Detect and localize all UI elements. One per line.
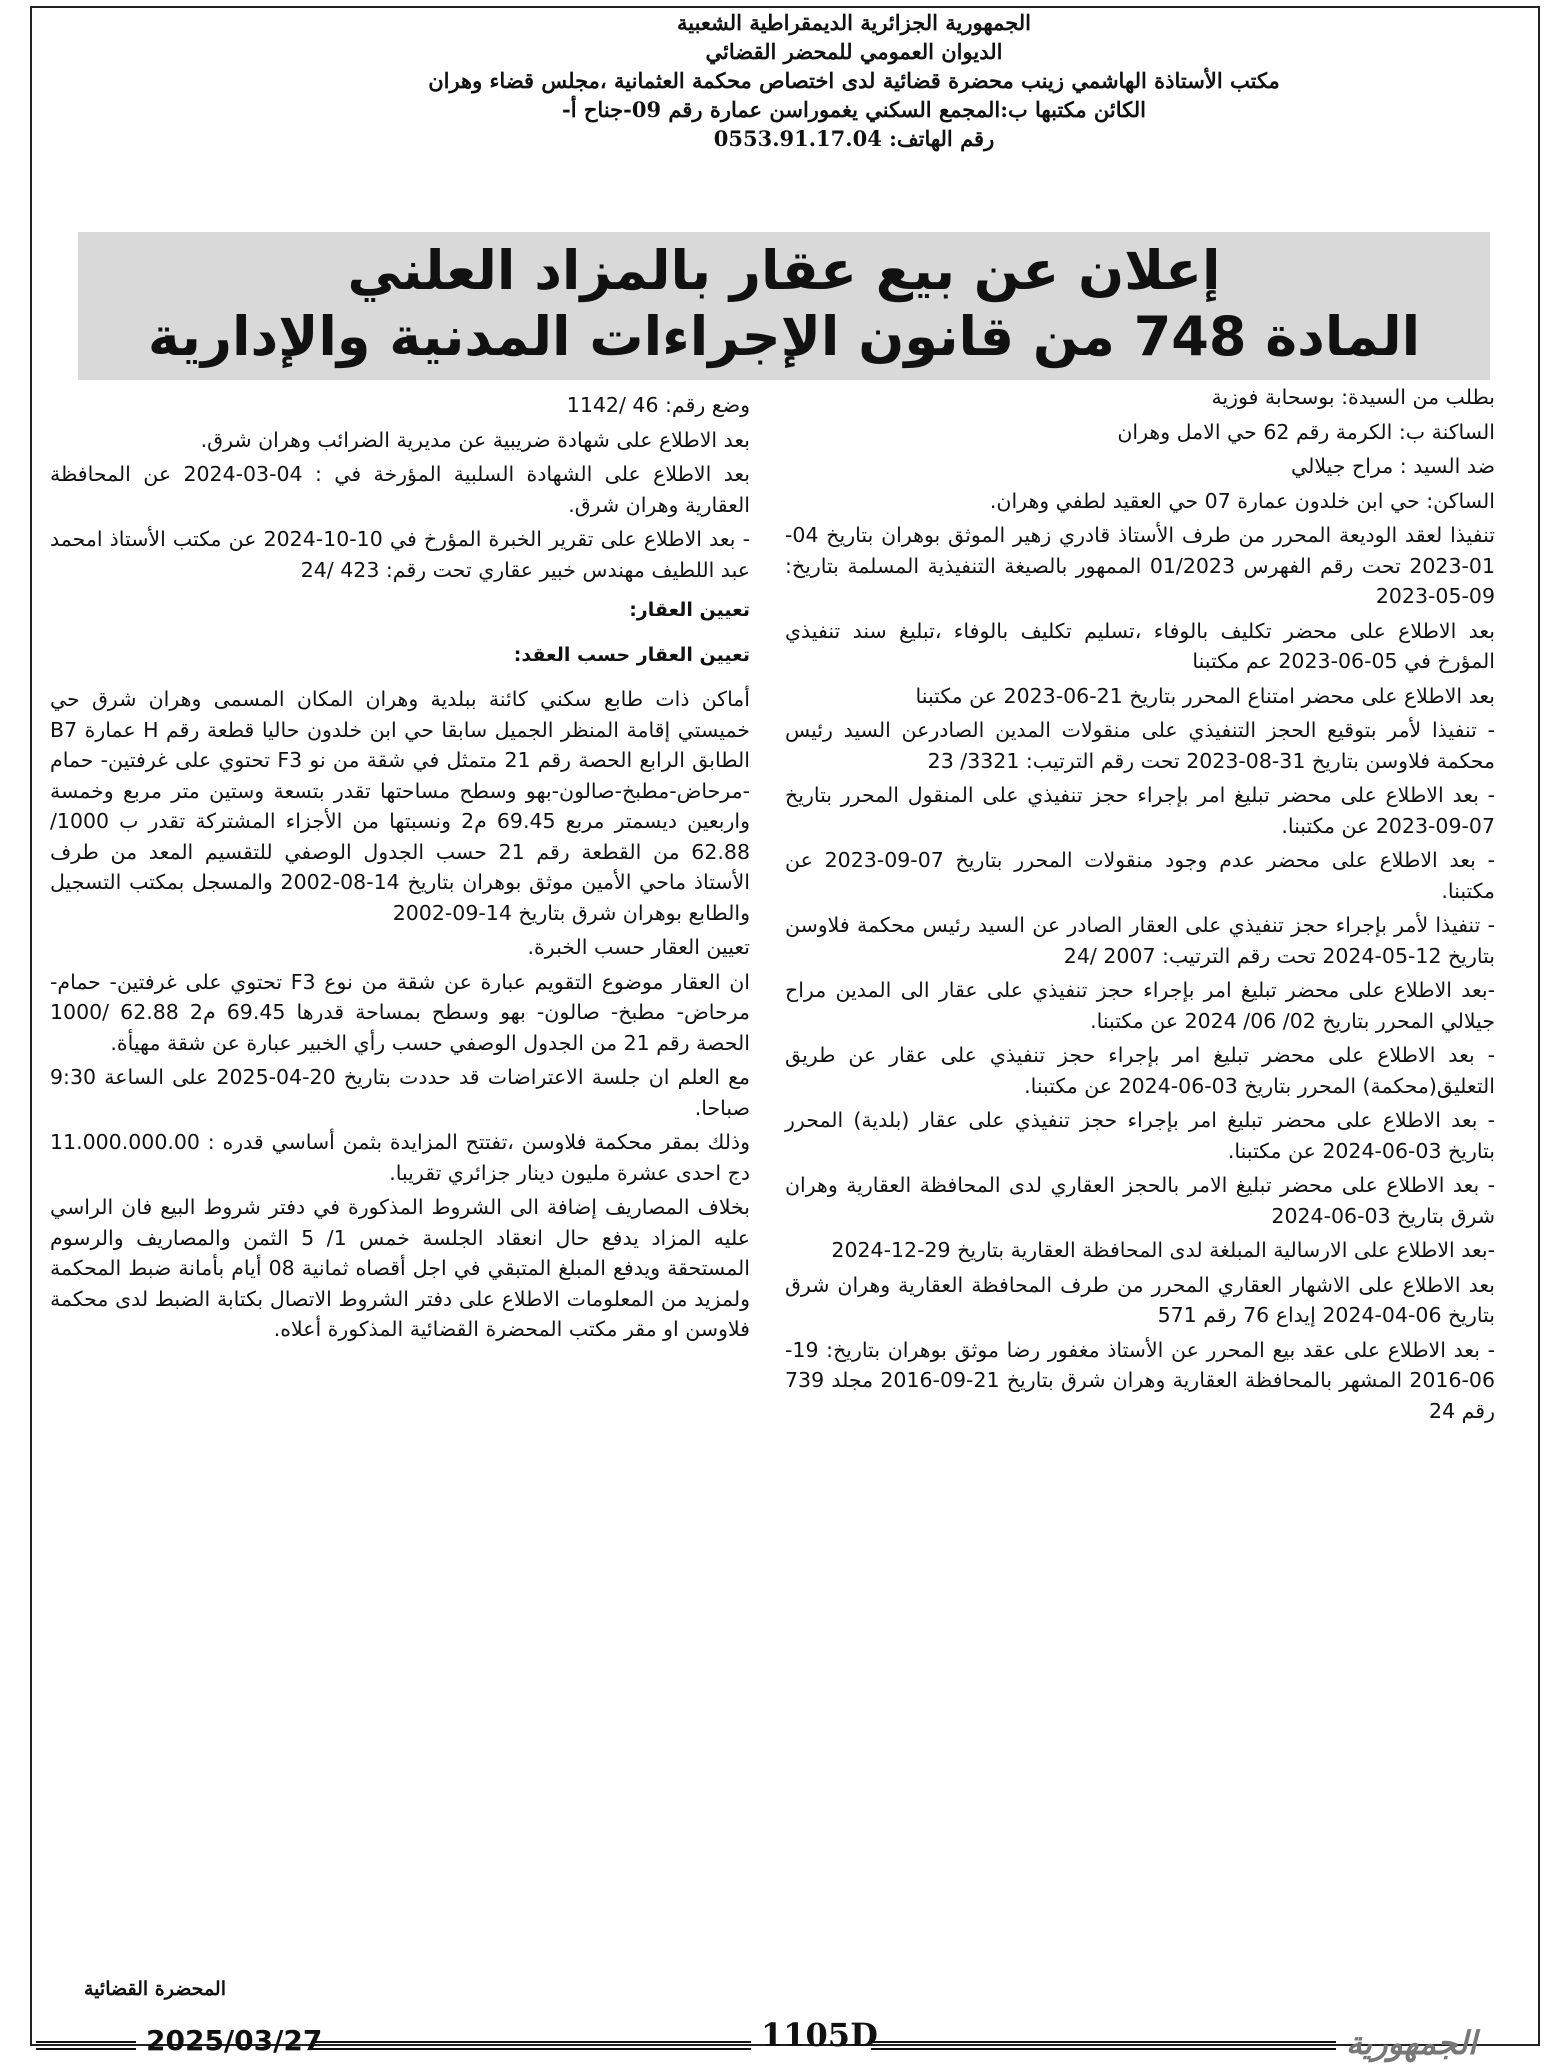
paragraph: الساكن: حي ابن خلدون عمارة 07 حي العقيد لطفي وهران.: [989, 488, 1495, 513]
republic-name: الجمهورية الجزائرية الديمقراطية الشعبية: [676, 10, 1031, 35]
announcement-code: 1105D: [761, 2016, 878, 2054]
footer-rule: [871, 2041, 1336, 2050]
footer-rule: [311, 2041, 751, 2050]
paragraph: بعد الاطلاع على الشهادة السلبية المؤرخة في : 04-03-2024 عن المحافظة العقارية وهران شرق.: [50, 462, 751, 517]
announcement-title: إعلان عن بيع عقار بالمزاد العلني: [347, 239, 1221, 302]
footer-rule: [36, 2041, 136, 2050]
paragraph: تنفيذا لعقد الوديعة المحرر من طرف الأستاذ قادري زهير الموثق بوهران بتاريخ 04-01-2023 تحت رقم الفهرس 01/2023 الممهور بالصيغة التنفيذية المسلمة بتاريخ: 09-05-2023: [785, 523, 1495, 608]
paragraph: ان العقار موضوع التقويم عبارة عن شقة من نوع F3 تحتوي على غرفتين- حمام- مرحاض- مطبخ- صالون- بهو وسطح بمساحة قدرها 69.45 م2 62.88 /1000 الحصة رقم 21 من الجدول الوصفي حسب رأي الخبير عبارة عن شقة مهيأة.: [50, 969, 750, 1055]
left-column: [50, 390, 750, 1349]
paragraph: - بعد الاطلاع على محضر عدم وجود منقولات المحرر بتاريخ 07-09-2023 عن مكتبنا.: [785, 848, 1496, 903]
paragraph: - بعد الاطلاع على محضر تبليغ امر بإجراء حجز تنفيذي على عقار (بلدية) المحرر بتاريخ 03-06-2024 عن مكتبنا.: [785, 1108, 1495, 1163]
office-phone: رقم الهاتف: 0553.91.17.04: [713, 126, 995, 151]
office-name: الديوان العمومي للمحضر القضائي: [705, 39, 1003, 64]
right-column: [785, 382, 1495, 1430]
paragraph: الساكنة ب: الكرمة رقم 62 حي الامل وهران: [1117, 419, 1495, 444]
paragraph: - بعد الاطلاع على محضر تبليغ الامر بالحجز العقاري لدى المحافظة العقارية وهران شرق بتاريخ 03-06-2024: [785, 1173, 1495, 1228]
paragraph: -بعد الاطلاع على الارسالية المبلغة لدى المحافظة العقارية بتاريخ 29-12-2024: [831, 1238, 1495, 1262]
paragraph: مع العلم ان جلسة الاعتراضات قد حددت بتاريخ 20-04-2025 على الساعة 9:30 صباحا.: [50, 1065, 750, 1120]
paragraph: وضع رقم: 46 /1142: [566, 393, 750, 417]
paragraph: - تنفيذا لأمر بإجراء حجز تنفيذي على العقار الصادر عن السيد رئيس محكمة فلاوسن بتاريخ 12-05-2024 تحت رقم الترتيب: 2007 /24: [785, 913, 1495, 968]
paragraph: -بعد الاطلاع على محضر تبليغ امر بإجراء حجز تنفيذي على عقار الى المدين مراح جيلالي المحرر بتاريخ 02/ 06/ 2024 عن مكتبنا.: [785, 978, 1495, 1033]
paragraph: - بعد الاطلاع على تقرير الخبرة المؤرخ في 10-10-2024 عن مكتب الأستاذ امحمد عبد اللطيف مهندس خبير عقاري تحت رقم: 423 /24: [50, 527, 750, 582]
paragraph: بطلب من السيدة: بوسحابة فوزية: [1211, 385, 1495, 409]
paragraph: بعد الاطلاع على الاشهار العقاري المحرر من طرف المحافظة العقارية وهران شرق بتاريخ 06-04-2024 إيداع 76 رقم 571: [785, 1272, 1495, 1327]
paragraph: بعد الاطلاع على محضر تكليف بالوفاء ،تسليم تكليف بالوفاء ،تبليغ سند تنفيذي المؤرخ في 05-06-2023 عم مكتبنا: [785, 618, 1495, 673]
paragraph: بخلاف المصاريف إضافة الى الشروط المذكورة في دفتر شروط البيع فان الراسي عليه المزاد يدفع حال انعقاد الجلسة خمس 1/ 5 الثمن والمصاريف والرسوم المستحقة ويدفع المبلغ المتبقي في اجل أقصاه ثمانية 08 أيام بأمانة ضبط المحكمة ولمزيد من المعلومات الاطلاع على دفتر الشروط الاتصال بكتابة الضبط لدى محكمة فلاوسن او مقر مكتب المحضرة القضائية المذكورة أعلاه.: [50, 1195, 750, 1341]
publication-date: 2025/03/27: [146, 2024, 323, 2057]
bailiff-office: مكتب الأستاذة الهاشمي زينب محضرة قضائية لدى اختصاص محكمة العثمانية ،مجلس قضاء وهران: [428, 68, 1280, 93]
paragraph: ضد السيد : مراح جيلالي: [1291, 454, 1495, 478]
page-footer: [36, 2016, 1536, 2062]
paragraph: بعد الاطلاع على محضر امتناع المحرر بتاريخ 21-06-2023 عن مكتبنا: [915, 683, 1495, 708]
signature: المحضرة القضائية: [84, 1978, 226, 2000]
office-address: الكائن مكتبها ب:المجمع السكني يغموراسن عمارة رقم 09-جناح أ-: [562, 97, 1146, 122]
paragraph: - بعد الاطلاع على محضر تبليغ امر بإجراء حجز تنفيذي على عقار عن طريق التعليق(محكمة) المحرر بتاريخ 03-06-2024 عن مكتبنا.: [785, 1043, 1495, 1098]
section-heading: تعيين العقار حسب العقد:: [513, 643, 750, 666]
paragraph: تعيين العقار حسب الخبرة.: [527, 935, 750, 959]
announcement-subtitle: المادة 748 من قانون الإجراءات المدنية والإدارية: [147, 305, 1421, 368]
paragraph: أماكن ذات طابع سكني كائنة ببلدية وهران المكان المسمى وهران شرق حي خميستي إقامة المنظر الجميل سابقا حي ابن خلدون حاليا قطعة رقم H عمارة B7 الطابق الرابع الحصة رقم 21 متمثل في شقة من نو F3 تحتوي على غرفتين- حمام -مرحاض-مطبخ-صالون-بهو وسطح مساحتها تقدر بتسعة وستين متر مربع وخمسة واربعين ديسمتر مربع 69.45 م2 ونسبتها من الأجزاء المشتركة تقدر ب 1000/ 62.88 من القطعة رقم 21 حسب الجدول الوصفي للتقسيم المعد من طرف الأستاذ ماحي الأمين موثق بوهران بتاريخ 14-08-2002 والمسجل بمكتب التسجيل والطابع بوهران شرق بتاريخ 14-09-2002: [50, 687, 750, 925]
paragraph: - بعد الاطلاع على محضر تبليغ امر بإجراء حجز تنفيذي على المنقول المحرر بتاريخ 07-09-2023 عن مكتبنا.: [785, 783, 1495, 838]
paragraph: وذلك بمقر محكمة فلاوسن ،تفتتح المزايدة بثمن أساسي قدره : 11.000.000.00 دج احدى عشرة مليون دينار جزائري تقريبا.: [50, 1130, 750, 1185]
office-header: [200, 8, 1508, 153]
newspaper-logo: الجمهورية: [1346, 2024, 1477, 2062]
paragraph: بعد الاطلاع على شهادة ضريبية عن مديرية الضرائب وهران شرق.: [200, 427, 750, 452]
section-heading: تعيين العقار:: [629, 599, 750, 621]
paragraph: - تنفيذا لأمر بتوقيع الحجز التنفيذي على منقولات المدين الصادرعن السيد رئيس محكمة فلاوسن بتاريخ 31-08-2023 تحت رقم الترتيب: 3321/ 23: [785, 718, 1495, 773]
paragraph: - بعد الاطلاع على عقد بيع المحرر عن الأستاذ مغفور رضا موثق بوهران بتاريخ: 19-06-2016 المشهر بالمحافظة العقارية وهران شرق بتاريخ 21-09-2016 مجلد 739 رقم 24: [785, 1337, 1496, 1423]
announcement-title-banner: [78, 232, 1490, 380]
